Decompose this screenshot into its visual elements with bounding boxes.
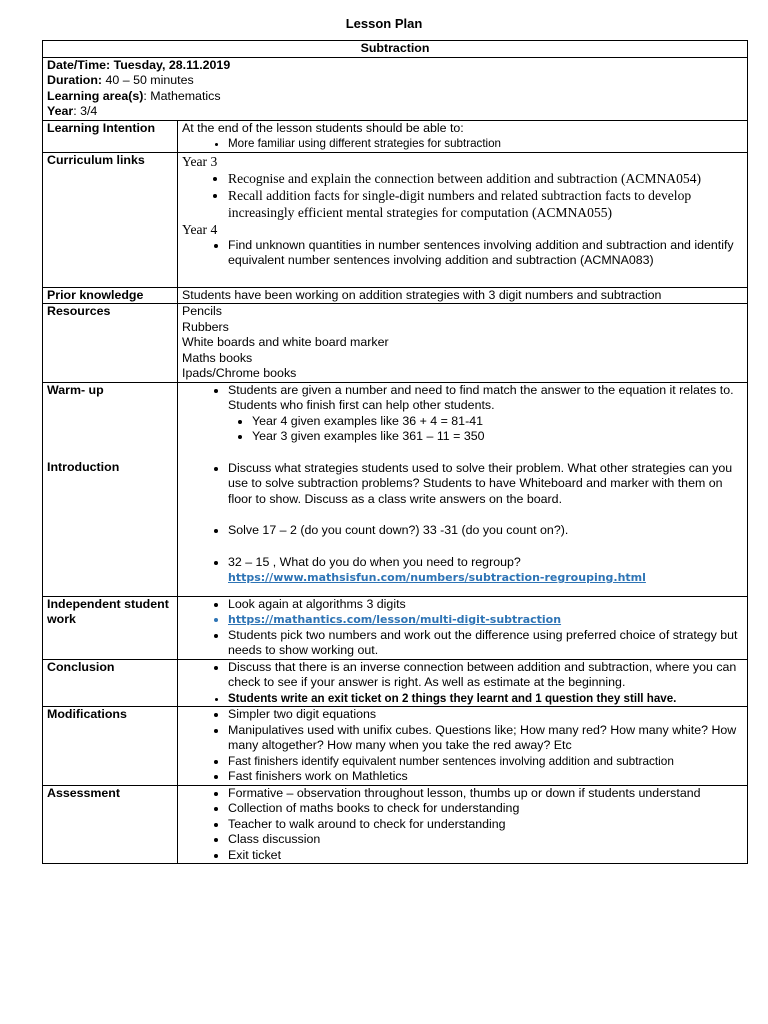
- list-item: Rubbers: [182, 319, 229, 334]
- list-item: • Teacher to walk around to check for understanding: [228, 817, 743, 833]
- list-item: • Students are given a number and need to find match the answer to the equation it relates to. Students who finish first can help other students.: [228, 383, 743, 414]
- list-item: • Simpler two digit equations: [228, 707, 743, 723]
- assessment-row: [43, 785, 748, 864]
- list-item: • Discuss what strategies students used to solve their problem. What other strategies can you use to solve subtraction problems? Students to have Whiteboard and marker with them on floor to show. Discuss as a class write answers on the board.: [228, 461, 743, 508]
- list-item: • Fast finishers identify equivalent number sentences involving addition and subtraction: [228, 754, 743, 770]
- subject-row: [43, 41, 748, 58]
- list-item: White boards and white board marker: [182, 335, 389, 349]
- list-item: Maths books: [182, 350, 253, 365]
- meta-cell: [43, 57, 748, 120]
- learning-intention-row: [43, 120, 748, 152]
- year3-heading: Year 3: [182, 153, 218, 169]
- curriculum-label: Curriculum links: [43, 152, 178, 287]
- warmup-label: Warm- up: [47, 382, 104, 397]
- date-label: Date/Time:: [47, 57, 111, 72]
- conclusion-content: [178, 659, 748, 707]
- mathantics-link[interactable]: https://mathantics.com/lesson/multi-digit-subtraction: [228, 613, 562, 626]
- list-item: • More familiar using different strategies for subtraction: [228, 136, 743, 152]
- year-line: [47, 104, 743, 120]
- list-item: • Look again at algorithms 3 digits: [228, 597, 743, 613]
- list-item: • Collection of maths books to check for understanding: [228, 801, 743, 817]
- modifications-content: [178, 707, 748, 786]
- lesson-plan-table: [42, 40, 748, 864]
- date-value: Tuesday, 28.11.2019: [110, 57, 231, 72]
- resources-row: [43, 304, 748, 383]
- list-item: • Discuss that there is an inverse connection between addition and subtraction, where you can check to see if your answer is right. As well as estimate at the beginning.: [228, 660, 743, 691]
- subject-title: Subtraction: [43, 41, 748, 58]
- year-label: Year: [47, 104, 74, 118]
- resources-label: Resources: [43, 304, 178, 383]
- introduction-label: Introduction: [47, 460, 120, 474]
- independent-content: [178, 596, 748, 659]
- list-item: • Year 4 given examples like 36 + 4 = 81-41: [252, 414, 743, 430]
- conclusion-row: [43, 659, 748, 707]
- list-item: • Recall addition facts for single-digit numbers and related subtraction facts to develop increasingly efficient mental strategies for computation (ACMNA055): [228, 187, 743, 221]
- independent-row: [43, 596, 748, 659]
- list-item: • Recognise and explain the connection between addition and subtraction (ACMNA054): [228, 170, 743, 187]
- meta-row: [43, 57, 748, 120]
- list-item: [228, 612, 743, 628]
- learning-intention-label: Learning Intention: [43, 120, 178, 152]
- modifications-label: Modifications: [43, 707, 178, 786]
- duration-label: Duration:: [47, 73, 103, 87]
- warmup-introduction-row: [43, 382, 748, 596]
- prior-knowledge-row: [43, 287, 748, 304]
- prior-knowledge-text: Students have been working on addition strategies with 3 digit numbers and subtraction: [178, 287, 748, 304]
- list-item: • Find unknown quantities in number sentences involving addition and subtraction and identify equivalent number sentences involving addition and subtraction (ACMNA083): [228, 238, 743, 269]
- list-item: • Solve 17 – 2 (do you count down?) 33 -31 (do you count on?).: [228, 523, 743, 539]
- learning-intention-content: [178, 120, 748, 152]
- learning-intention-intro: At the end of the lesson students should be able to:: [182, 120, 464, 135]
- list-item: • Year 3 given examples like 361 – 11 = 350: [252, 429, 743, 445]
- area-label: Learning area(s): [47, 88, 144, 103]
- curriculum-content: [178, 152, 748, 287]
- resources-content: [178, 304, 748, 383]
- list-item: • Formative – observation throughout lesson, thumbs up or down if students understand: [228, 786, 743, 802]
- list-item: Pencils: [182, 304, 222, 318]
- assessment-content: [178, 785, 748, 864]
- list-item: • Class discussion: [228, 832, 743, 848]
- list-item: • Manipulatives used with unifix cubes. Questions like; How many red? How many white? How many altogether? How many when you take the red away? Etc: [228, 723, 743, 754]
- independent-label: Independent student work: [43, 596, 178, 659]
- duration-value: 40 – 50 minutes: [102, 73, 194, 87]
- list-item: • 32 – 15 , What do you do when you need to regroup?: [228, 555, 743, 571]
- list-item: • Students pick two numbers and work out the difference using preferred choice of strategy but needs to show working out.: [228, 628, 743, 659]
- area-line: [47, 89, 743, 105]
- list-item: • Fast finishers work on Mathletics: [228, 769, 743, 785]
- year-value: : 3/4: [73, 104, 98, 118]
- list-item: • Students write an exit ticket on 2 things they learnt and 1 question they still have.: [228, 691, 743, 707]
- list-item: Ipads/Chrome books: [182, 366, 297, 380]
- year4-heading: Year 4: [182, 221, 218, 237]
- warmup-introduction-content: [178, 382, 748, 596]
- document-title: Lesson Plan: [345, 16, 423, 31]
- curriculum-row: [43, 152, 748, 287]
- list-item: • Exit ticket: [228, 848, 743, 864]
- assessment-label: Assessment: [43, 785, 178, 864]
- date-line: [47, 58, 743, 74]
- area-value: : Mathematics: [143, 88, 221, 103]
- regrouping-link[interactable]: https://www.mathsisfun.com/numbers/subtraction-regrouping.html: [228, 571, 646, 584]
- conclusion-label: Conclusion: [43, 659, 178, 707]
- prior-knowledge-label: Prior knowledge: [43, 287, 178, 304]
- warmup-introduction-labels: [43, 382, 178, 596]
- modifications-row: [43, 707, 748, 786]
- duration-line: [47, 73, 743, 89]
